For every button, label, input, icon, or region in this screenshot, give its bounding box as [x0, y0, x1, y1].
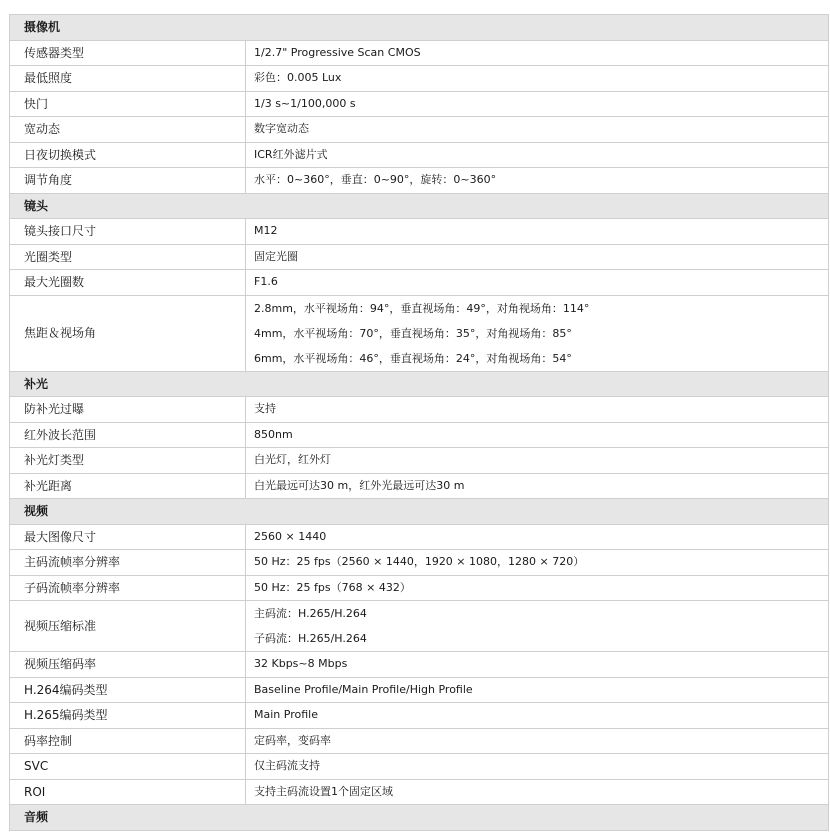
spec-value: Main Profile — [246, 703, 829, 729]
spec-value: 白光灯，红外灯 — [246, 448, 829, 474]
spec-row — [10, 601, 829, 652]
spec-value: 50 Hz：25 fps（2560 × 1440，1920 × 1080，1280 × 720） — [246, 550, 829, 576]
spec-row — [10, 473, 829, 499]
spec-row — [10, 142, 829, 168]
spec-value: 白光最远可达30 m，红外光最远可达30 m — [246, 473, 829, 499]
spec-value: ICR红外滤片式 — [246, 142, 829, 168]
section-title: 视频 — [10, 499, 829, 525]
spec-value-line: 6mm，水平视场角：46°，垂直视场角：24°，对角视场角：54° — [254, 351, 572, 365]
spec-value: 1/3 s~1/100,000 s — [246, 91, 829, 117]
spec-label: 补光灯类型 — [10, 448, 246, 474]
spec-row — [10, 677, 829, 703]
spec-row — [10, 524, 829, 550]
spec-label: 快门 — [10, 91, 246, 117]
spec-row — [10, 91, 829, 117]
spec-value: M12 — [246, 219, 829, 245]
spec-label: 日夜切换模式 — [10, 142, 246, 168]
spec-row — [10, 397, 829, 423]
spec-value: 850nm — [246, 422, 829, 448]
section-title: 补光 — [10, 371, 829, 397]
spec-label: H.265编码类型 — [10, 703, 246, 729]
spec-row — [10, 295, 829, 371]
spec-value: 50 Hz：25 fps（768 × 432） — [246, 575, 829, 601]
spec-value: 支持主码流设置1个固定区域 — [246, 779, 829, 805]
spec-label: 最大光圈数 — [10, 270, 246, 296]
spec-row — [10, 219, 829, 245]
section-header — [10, 15, 829, 41]
spec-row — [10, 40, 829, 66]
spec-row — [10, 728, 829, 754]
spec-row — [10, 779, 829, 805]
section-header — [10, 499, 829, 525]
spec-value: 32 Kbps~8 Mbps — [246, 652, 829, 678]
spec-row — [10, 652, 829, 678]
spec-label: 宽动态 — [10, 117, 246, 143]
spec-row — [10, 244, 829, 270]
spec-row — [10, 754, 829, 780]
spec-value-line: 主码流：H.265/H.264 — [254, 607, 367, 620]
spec-label: 视频压缩码率 — [10, 652, 246, 678]
spec-row — [10, 703, 829, 729]
spec-label: 防补光过曝 — [10, 397, 246, 423]
spec-row — [10, 422, 829, 448]
spec-row — [10, 66, 829, 92]
spec-label: 光圈类型 — [10, 244, 246, 270]
spec-value: 1/2.7" Progressive Scan CMOS — [246, 40, 829, 66]
spec-value: 定码率，变码率 — [246, 728, 829, 754]
section-title: 音频 — [10, 805, 829, 831]
spec-value: 仅主码流支持 — [246, 754, 829, 780]
spec-label: H.264编码类型 — [10, 677, 246, 703]
spec-value — [246, 295, 829, 371]
spec-value — [246, 601, 829, 652]
section-header — [10, 371, 829, 397]
spec-label: 焦距＆视场角 — [10, 295, 246, 371]
spec-label: ROI — [10, 779, 246, 805]
spec-row — [10, 270, 829, 296]
spec-label: 传感器类型 — [10, 40, 246, 66]
spec-label: 子码流帧率分辨率 — [10, 575, 246, 601]
spec-value: 数字宽动态 — [246, 117, 829, 143]
spec-row — [10, 117, 829, 143]
spec-label: 最低照度 — [10, 66, 246, 92]
spec-label: 红外波长范围 — [10, 422, 246, 448]
spec-label: 码率控制 — [10, 728, 246, 754]
spec-value: 2560 × 1440 — [246, 524, 829, 550]
spec-table — [9, 14, 829, 831]
spec-label: SVC — [10, 754, 246, 780]
spec-value: Baseline Profile/Main Profile/High Profile — [246, 677, 829, 703]
section-header — [10, 805, 829, 831]
spec-value: 固定光圈 — [246, 244, 829, 270]
spec-label: 补光距离 — [10, 473, 246, 499]
section-title: 镜头 — [10, 193, 829, 219]
spec-value: 支持 — [246, 397, 829, 423]
spec-label: 主码流帧率分辨率 — [10, 550, 246, 576]
spec-value-line: 2.8mm，水平视场角：94°，垂直视场角：49°，对角视场角：114° — [254, 301, 590, 315]
spec-label: 镜头接口尺寸 — [10, 219, 246, 245]
spec-value: F1.6 — [246, 270, 829, 296]
spec-label: 最大图像尺寸 — [10, 524, 246, 550]
spec-value: 水平：0~360°，垂直：0~90°，旋转：0~360° — [246, 168, 829, 194]
spec-table-body — [10, 15, 829, 831]
section-header — [10, 193, 829, 219]
spec-label: 调节角度 — [10, 168, 246, 194]
section-title: 摄像机 — [10, 15, 829, 41]
spec-value-line: 4mm，水平视场角：70°，垂直视场角：35°，对角视场角：85° — [254, 326, 572, 340]
spec-label: 视频压缩标准 — [10, 601, 246, 652]
spec-value-line: 子码流：H.265/H.264 — [254, 632, 367, 645]
spec-row — [10, 575, 829, 601]
spec-row — [10, 448, 829, 474]
spec-value: 彩色：0.005 Lux — [246, 66, 829, 92]
spec-row — [10, 550, 829, 576]
spec-row — [10, 168, 829, 194]
